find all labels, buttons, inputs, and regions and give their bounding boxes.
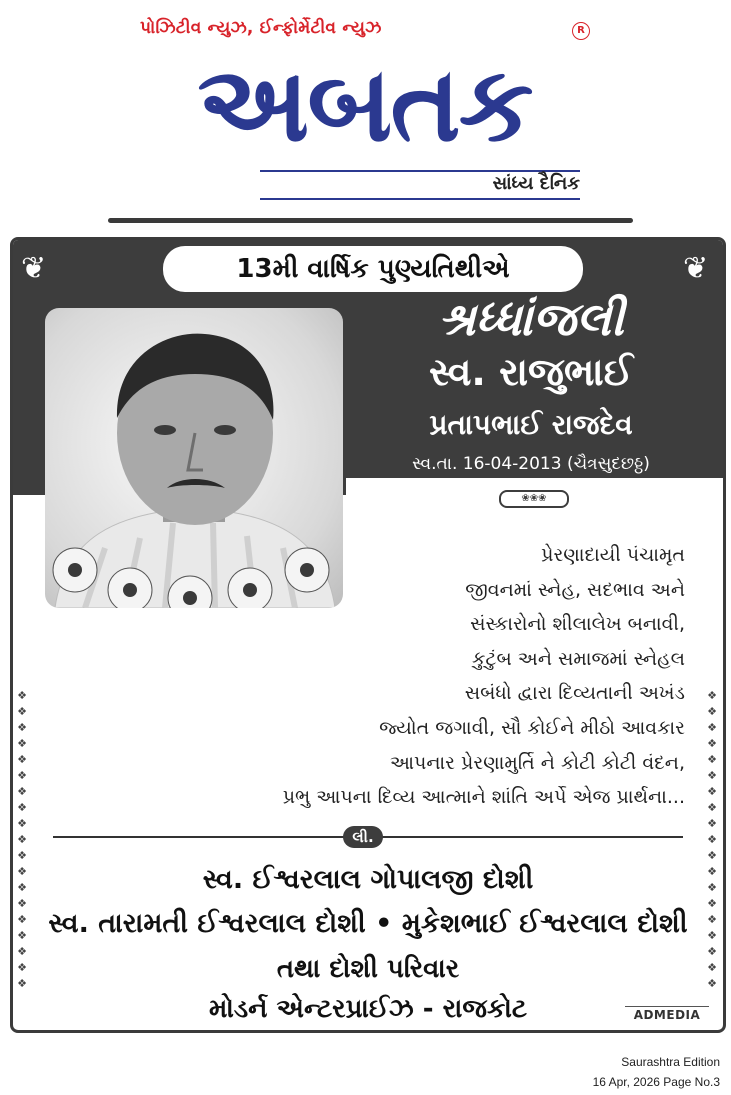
tribute-heading: શ્રધ્ધાંજલી	[437, 292, 625, 346]
message-line: પ્રેરણાદાયી પંચામૃત	[541, 544, 685, 566]
masthead-divider	[108, 218, 633, 223]
message-line: પ્રભુ આપના દિવ્ય આત્માને શાંતિ અર્પે એજ પ્રાર્થના...	[282, 786, 685, 809]
family-line: સ્વ. ઈશ્વરલાલ ગોપાલજી દોશી	[202, 864, 534, 895]
message-line: જ્યોત જગાવી, સૌ કોઈને મીઠો આવકાર	[379, 716, 685, 739]
message-line: કુટુંબ અને સમાજમાં સ્નેહલ	[472, 647, 685, 670]
message-line: સંસ્કારોનો શીલાલેખ બનાવી,	[470, 613, 685, 636]
logo-rule-top	[260, 170, 580, 172]
registered-mark: R	[572, 22, 590, 40]
masthead-subtitle: સાંધ્ય દૈનિક	[492, 173, 580, 194]
masthead	[0, 0, 731, 222]
deceased-name: સ્વ. રાજુભાઈ	[428, 350, 634, 394]
agency-credit: ADMEDIA	[625, 1006, 709, 1022]
death-date: સ્વ.તા. 16-04-2013 (ચૈત્રસુદછઠ્ઠ)	[412, 454, 650, 474]
family-line: તથા દોશી પરિવાર	[276, 954, 460, 984]
edition-info	[480, 1052, 720, 1092]
flourish-right-icon: ❦	[683, 251, 709, 286]
flourish-left-icon: ❦	[21, 251, 47, 286]
tribute-ad	[10, 237, 726, 1033]
tribute-message	[103, 538, 685, 815]
newspaper-logo: અબતક	[197, 43, 532, 165]
edition-name: Saurashtra Edition	[621, 1055, 720, 1069]
anniversary-title: 13મી વાર્ષિક પુણ્યતિથીએ	[163, 246, 583, 292]
family-line: સ્વ. તારામતી ઈશ્વરલાલ દોશી • મુકેશભાઈ ઈશ્વરલાલ દોશી	[48, 908, 688, 939]
message-line: આપનાર પ્રેરણામુર્તિ ને કોટી કોટી વંદન,	[389, 751, 685, 774]
message-line: સબંધો દ્વારા દિવ્યતાની અખંડ	[464, 682, 685, 705]
logo-rule-bottom	[260, 198, 580, 200]
family-line: મોડર્ન એન્ટરપ્રાઈઝ - રાજકોટ	[209, 994, 527, 1024]
side-ornament-left-icon: ❖ ❖ ❖ ❖ ❖ ❖ ❖ ❖ ❖ ❖ ❖ ❖ ❖ ❖ ❖ ❖ ❖ ❖ ❖	[17, 689, 27, 990]
edition-date-page: 16 Apr, 2026 Page No.3	[592, 1075, 720, 1089]
deceased-surname: પ્રતાપભાઈ રાજદેવ	[429, 408, 633, 441]
tagline: પોઝિટીવ ન્યુઝ, ઈન્ફોર્મેટીવ ન્યુઝ	[140, 18, 382, 38]
ornament-icon: ❀❀❀	[499, 490, 569, 508]
from-label: લી.	[343, 826, 383, 848]
side-ornament-right-icon: ❖ ❖ ❖ ❖ ❖ ❖ ❖ ❖ ❖ ❖ ❖ ❖ ❖ ❖ ❖ ❖ ❖ ❖ ❖	[707, 689, 717, 990]
message-line: જીવનમાં સ્નેહ, સદભાવ અને	[465, 578, 685, 601]
